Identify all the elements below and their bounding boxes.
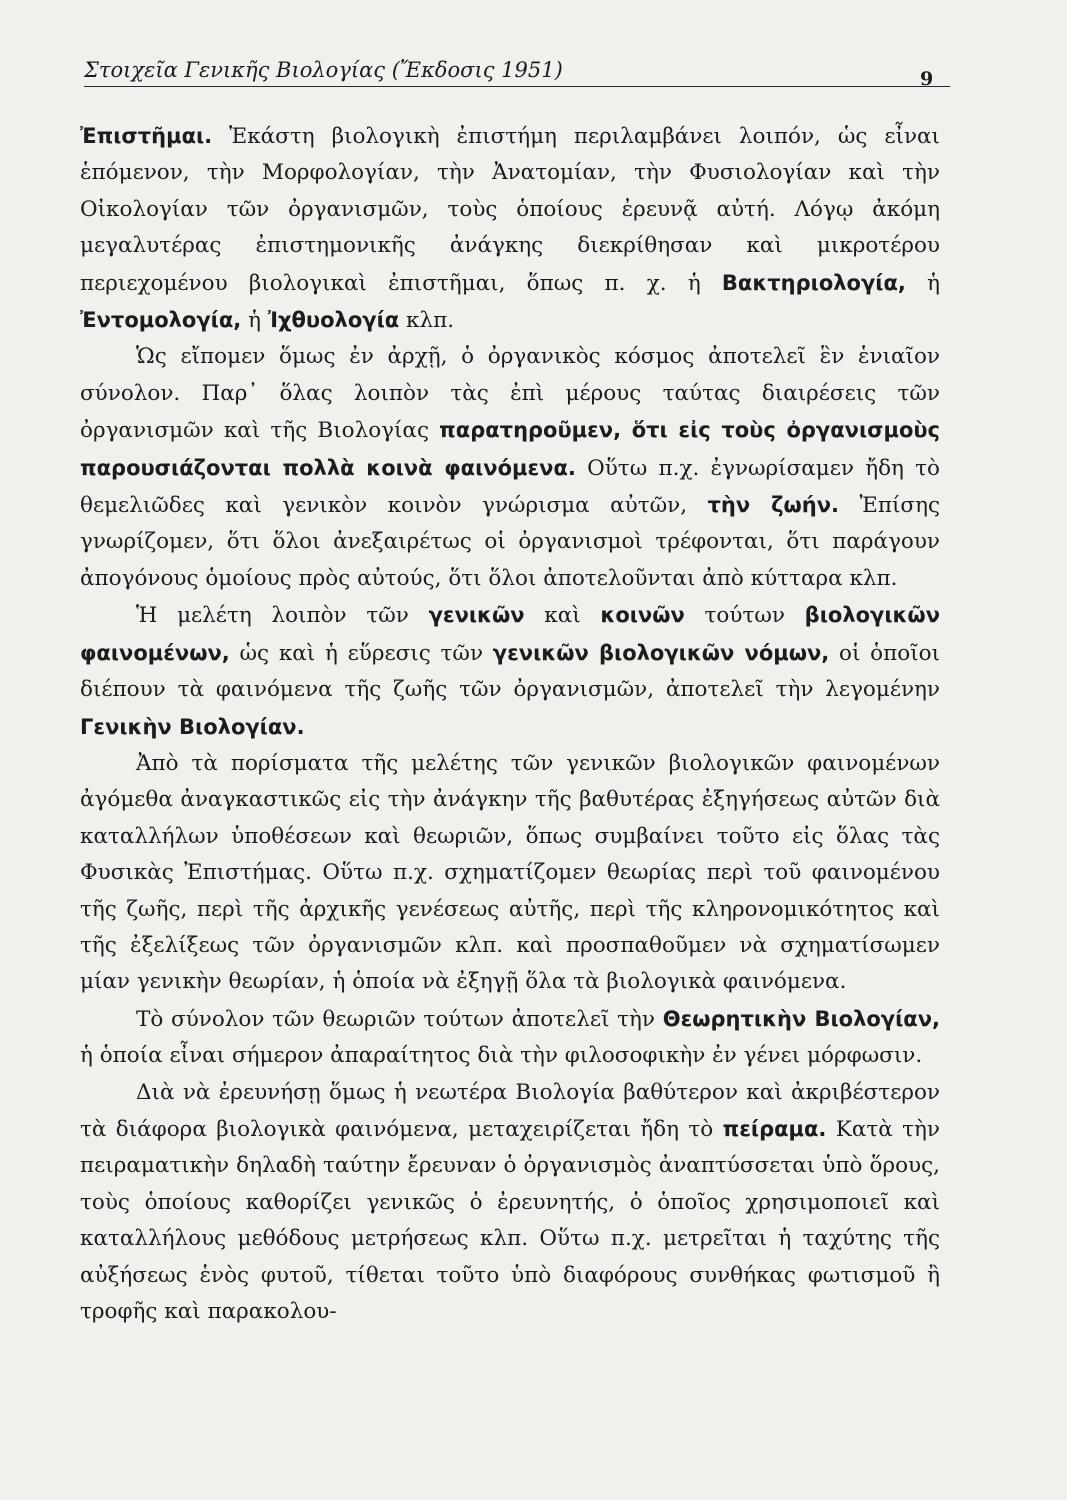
- emphasis: βιολογικῶν φαινομένων,: [80, 603, 940, 665]
- emphasis: παρατηροῦμεν, ὅτι εἰς τοὺς ὀργανισμοὺς παρουσιάζονται πολλὰ κοινὰ φαινόμενα.: [80, 418, 940, 480]
- paragraph: Ὡς εἴπομεν ὅμως ἐν ἀρχῇ, ὁ ὀργανικὸς κόσμος ἀποτελεῖ ἓν ἑνιαῖον σύνολον. Παρ᾽ ὅλας λοιπὸν τὰς ἐπὶ μέρους ταύτας διαιρέσεις τῶν ὀργανισμῶν καὶ τῆς Βιολογίας παρατηροῦμεν, ὅτι εἰς τοὺς ὀργανισμοὺς παρουσιάζονται πολλὰ κοινὰ φαινόμενα. Οὕτω π.χ. ἐγνωρίσαμεν ἤδη τὸ θεμελιῶδες καὶ γενικὸν κοινὸν γνώρισμα αὐτῶν, τὴν ζωήν. Ἐπίσης γνωρίζομεν, ὅτι ὅλοι ἀνεξαιρέτως οἱ ὀργανισμοὶ τρέφονται, ὅτι παράγουν ἀπογόνους ὁμοίους πρὸς αὐτούς, ὅτι ὅλοι ἀποτελοῦνται ἀπὸ κύτταρα κλπ.: [80, 344, 940, 591]
- section-heading: Ἐπιστῆμαι.: [80, 124, 213, 148]
- emphasis: κοινῶν: [600, 603, 685, 628]
- emphasis: Γενικὴν Βιολογίαν.: [80, 714, 305, 739]
- paragraph: Ἀπὸ τὰ πορίσματα τῆς μελέτης τῶν γενικῶν βιολογικῶν φαινομένων ἀγόμεθα ἀναγκαστικῶς εἰς τὴν ἀνάγκην τῆς βαθυτέρας ἐξηγήσεως αὐτῶν διὰ καταλλήλων ὑποθέσεων καὶ θεωριῶν, ὅπως συμβαίνει τοῦτο εἰς ὅλας τὰς Φυσικὰς Ἐπιστήμας. Οὕτω π.χ. σχηματίζομεν θεωρίας περὶ τοῦ φαινομένου τῆς ζωῆς, περὶ τῆς ἀρχικῆς γενέσεως αὐτῆς, περὶ τῆς κληρονομικότητος καὶ τῆς ἐξελίξεως τῶν ὀργανισμῶν κλπ. καὶ προσπαθοῦμεν νὰ σχηματίσωμεν μίαν γενικὴν θεωρίαν, ἡ ὁποία νὰ ἐξηγῇ ὅλα τὰ βιολογικὰ φαινόμενα.: [80, 750, 940, 995]
- main-text: [80, 118, 940, 1330]
- emphasis: Βακτηριολογία,: [721, 270, 906, 295]
- emphasis: πείραμα.: [722, 1116, 827, 1141]
- paragraph: Τὸ σύνολον τῶν θεωριῶν τούτων ἀποτελεῖ τὴν Θεωρητικὴν Βιολογίαν, ἡ ὁποία εἶναι σήμερον ἀπαραίτητος διὰ τὴν φιλοσοφικὴν ἐν γένει μόρφωσιν.: [80, 1006, 940, 1069]
- paragraph: Ἡ μελέτη λοιπὸν τῶν γενικῶν καὶ κοινῶν τούτων βιολογικῶν φαινομένων, ὡς καὶ ἡ εὕρεσις τῶν γενικῶν βιολογικῶν νόμων, οἱ ὁποῖοι διέπουν τὰ φαινόμενα τῆς ζωῆς τῶν ὀργανισμῶν, ἀποτελεῖ τὴν λεγομένην Γενικὴν Βιολογίαν.: [80, 603, 940, 739]
- emphasis: Ἐντομολογία,: [80, 308, 242, 333]
- paragraph: Ἐπιστῆμαι. Ἑκάστη βιολογικὴ ἐπιστήμη περιλαμβάνει λοιπόν, ὡς εἶναι ἑπόμενον, τὴν Μορφολογίαν, τὴν Ἀνατομίαν, τὴν Φυσιολογίαν καὶ τὴν Οἰκολογίαν τῶν ὀργανισμῶν, τοὺς ὁποίους ἐρευνᾷ αὐτή. Λόγῳ ἀκόμη μεγαλυτέρας ἐπιστημονικῆς ἀνάγκης διεκρίθησαν καὶ μικροτέρου περιεχομένου βιολογικαὶ ἐπιστῆμαι, ὅπως π. χ. ἡ Βακτηριολογία, ἡ Ἐντομολογία, ἡ Ἰχθυολογία κλπ.: [80, 124, 940, 334]
- emphasis: γενικῶν βιολογικῶν νόμων,: [492, 640, 830, 665]
- emphasis: Ἰχθυολογία: [267, 308, 400, 333]
- page-number: 9: [920, 68, 934, 90]
- paragraph: Διὰ νὰ ἐρευνήσῃ ὅμως ἡ νεωτέρα Βιολογία βαθύτερον καὶ ἀκριβέστερον τὰ διάφορα βιολογικὰ φαινόμενα, μεταχειρίζεται ἤδη τὸ πείραμα. Κατὰ τὴν πειραματικὴν δηλαδὴ ταύτην ἔρευναν ὁ ὀργανισμὸς ἀναπτύσσεται ὑπὸ ὅρους, τοὺς ὁποίους καθορίζει γενικῶς ὁ ἐρευνητής, ὁ ὁποῖος χρησιμοποιεῖ καὶ καταλλήλους μεθόδους μετρήσεως κλπ. Οὕτω π.χ. μετρεῖται ἡ ταχύτης τῆς αὐξήσεως ἑνὸς φυτοῦ, τίθεται τοῦτο ὑπὸ διαφόρους συνθήκας φωτισμοῦ ἢ τροφῆς καὶ παρακολου-: [80, 1079, 940, 1324]
- emphasis: τὴν ζωήν.: [707, 493, 840, 518]
- emphasis: γενικῶν: [428, 603, 525, 628]
- running-header: Στοιχεῖα Γενικῆς Βιολογίας (Ἔκδοσις 1951): [84, 58, 950, 87]
- emphasis: Θεωρητικὴν Βιολογίαν,: [662, 1006, 940, 1031]
